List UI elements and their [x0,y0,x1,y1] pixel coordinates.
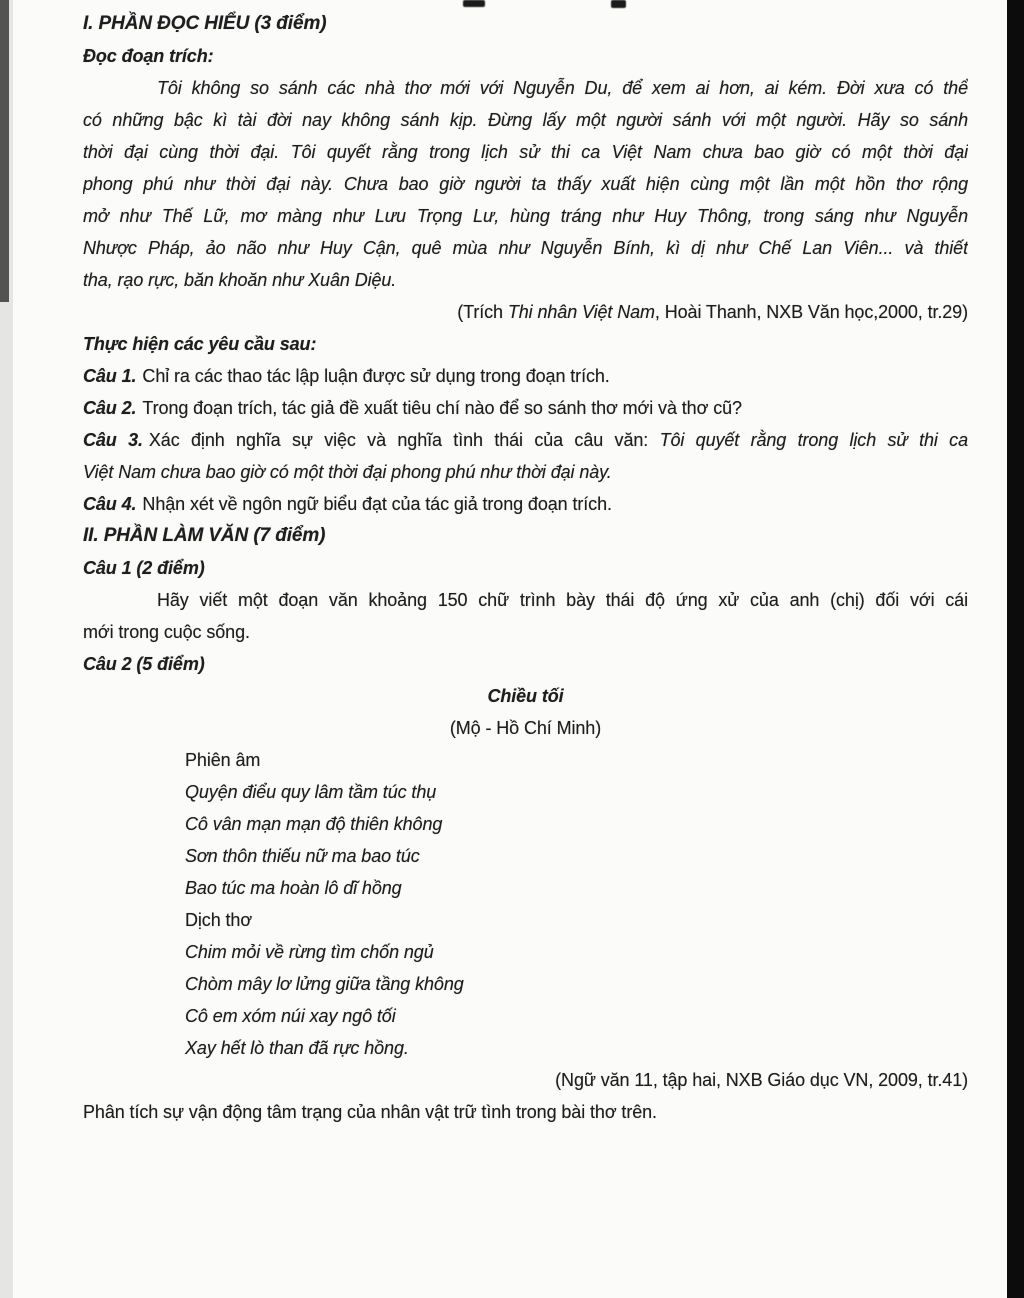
exam-document [83,8,968,1128]
phien-am-line: Quyện điểu quy lâm tầm túc thụ [185,782,437,802]
question-1 [83,360,968,392]
question-label: Câu 1. [83,366,137,386]
section-writing-heading: II. PHẦN LÀM VĂN (7 điểm) [83,525,326,546]
page-left-edge-shadow [0,0,9,302]
question-4 [83,488,968,520]
question-3-quote-continued: Việt Nam chưa bao giờ có một thời đại phong phú như thời đại này. [83,462,612,482]
dich-tho-label: Dịch thơ [185,910,253,930]
poem-citation: (Ngữ văn 11, tập hai, NXB Giáo dục VN, 2009, tr.41) [555,1070,968,1090]
phien-am-line: Cô vân mạn mạn độ thiên không [185,814,443,834]
question-text: Chỉ ra các thao tác lập luận được sử dụng trong đoạn trích. [142,366,610,386]
writing-question-1-text-continued: mới trong cuộc sống. [83,622,250,642]
phien-am-line: Sơn thôn thiếu nữ ma bao túc [185,846,420,866]
passage-line: mở như Thế Lữ, mơ màng như Lưu Trọng Lư, hùng tráng như Huy Thông, trong sáng như Nguyễn [83,206,968,226]
passage-line: Nhược Pháp, ảo não như Huy Cận, quê mùa như Nguyễn Bính, kì dị như Chế Lan Viên... và thiết [83,238,968,258]
poem-subtitle: (Mộ - Hồ Chí Minh) [449,718,602,738]
passage-line: phong phú như thời đại này. Chưa bao giờ người ta thấy xuất hiện cùng một lần một hồn thơ rộng [83,174,968,194]
phien-am-label: Phiên âm [185,750,261,770]
requirements-heading: Thực hiện các yêu cầu sau: [83,334,317,354]
dich-tho-line: Xay hết lò than đã rực hồng. [185,1038,409,1058]
question-text: Nhận xét về ngôn ngữ biểu đạt của tác giả trong đoạn trích. [142,494,612,514]
poem-title: Chiều tối [487,686,564,706]
question-quote: Tôi quyết rằng trong lịch sử thi ca [659,430,968,450]
question-label: Câu 4. [83,494,137,514]
writing-question-1-text: Hãy viết một đoạn văn khoảng 150 chữ trình bày thái độ ứng xử của anh (chị) đối với cái [157,590,968,610]
question-label: Câu 2. [83,398,137,418]
question-text: Trong đoạn trích, tác giả đề xuất tiêu chí nào để so sánh thơ mới và thơ cũ? [142,398,742,418]
writing-question-2-label: Câu 2 (5 điểm) [83,654,205,674]
phien-am-line: Bao túc ma hoàn lô dĩ hồng [185,878,402,898]
question-text: Xác định nghĩa sự việc và nghĩa tình thái của câu văn: [148,430,649,450]
citation-book-title: Thi nhân Việt Nam [507,302,655,322]
dich-tho-line: Chim mỏi về rừng tìm chốn ngủ [185,942,434,962]
writing-question-1-label: Câu 1 (2 điểm) [83,558,205,578]
section-reading-heading: I. PHẦN ĐỌC HIỂU (3 điểm) [83,13,327,34]
page-right-edge-bar [1007,0,1024,1298]
question-2 [83,392,968,424]
passage-line: tha, rạo rực, băn khoăn như Xuân Diệu. [83,270,397,290]
question-label: Câu 3. [83,430,143,450]
dich-tho-line: Cô em xóm núi xay ngô tối [185,1006,396,1026]
cut-off-text-fragment [463,0,485,7]
citation-suffix: , Hoài Thanh, NXB Văn học,2000, tr.29) [654,302,968,322]
dich-tho-line: Chòm mây lơ lửng giữa tầng không [185,974,464,994]
citation-prefix: (Trích [457,302,508,322]
writing-question-2-task: Phân tích sự vận động tâm trạng của nhân vật trữ tình trong bài thơ trên. [83,1102,657,1122]
question-3 [83,424,968,456]
cut-off-text-fragment [611,0,626,8]
passage-line: thời đại cùng thời đại. Tôi quyết rằng trong lịch sử thi ca Việt Nam chưa bao giờ có một thời đại [83,142,968,162]
passage-line: Tôi không so sánh các nhà thơ mới với Nguyễn Du, để xem ai hơn, ai kém. Đời xưa có thể [157,78,968,98]
reading-subheading: Đọc đoạn trích: [83,46,214,66]
passage-citation [83,296,968,328]
passage-line: có những bậc kì tài đời nay không sánh kịp. Đừng lấy một người sánh với một người. Hãy so sánh [83,110,968,130]
